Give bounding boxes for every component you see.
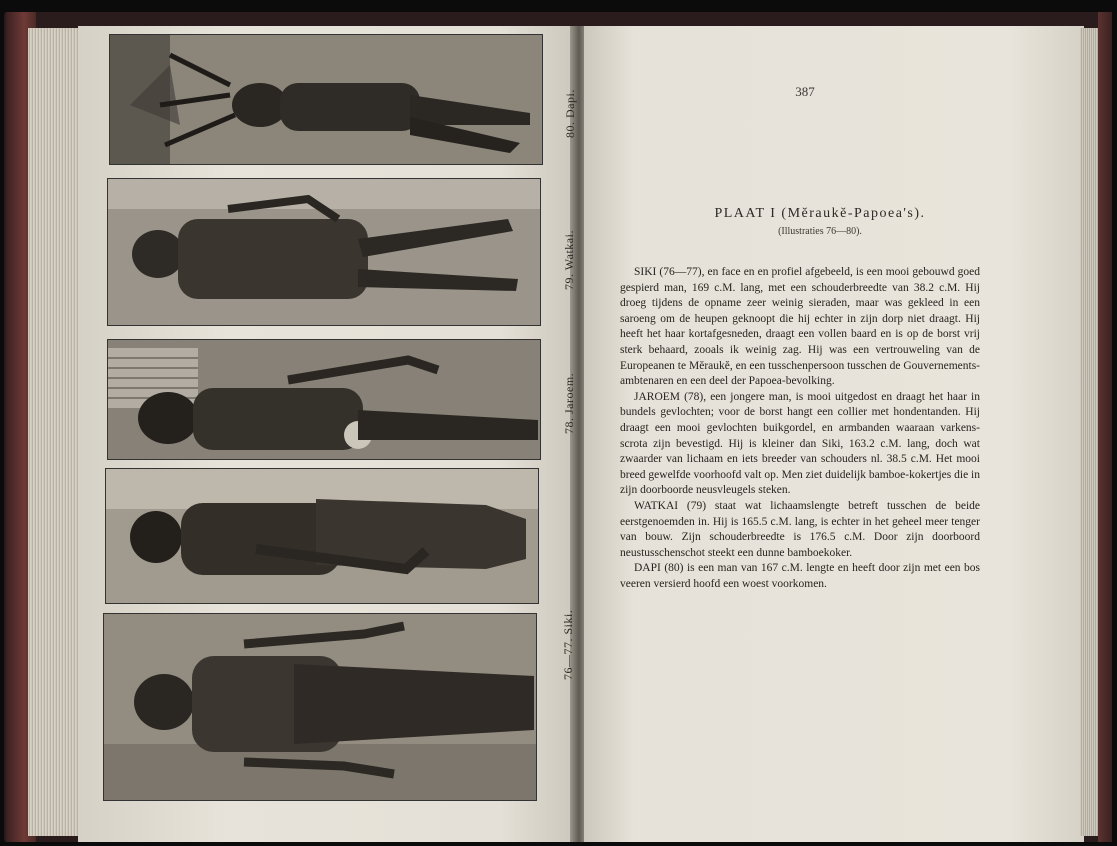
photo-dapi: [109, 34, 543, 165]
paragraph-dapi: DAPI (80) is een man van 167 c.M. lengte en heeft door zijn met een bos veeren versierd hoofd een woest voorkomen.: [620, 562, 980, 590]
book-cover-right: [1098, 12, 1112, 842]
paragraph-jaroem: JAROEM (78), een jongere man, is mooi uitgedost en draagt het haar in bundels gevlochten; voor de borst hangt een collier met hondentanden. Hij draagt een mooi gevlochten buikgordel, en armbanden waaraan varkens-scrota zijn bevestigd. Hij is kleiner dan Siki, 163.2 c.M. lang, doch wat zwaarder van lichaam en iets breeder van schouders nl. 38.5 c.M. Het mooi breed gewelfde voorhoofd valt op. Men ziet duidelijk bamboe-kokertjes die in zijn doorboorde neusvleugels steken.: [620, 390, 980, 497]
photo-siki-profile: [105, 468, 539, 604]
paragraph-watkai: WATKAI (79) staat wat lichaamslengte betreft tusschen de beide eerstgenoemden in. Hij is 165.5 c.M. lang, is echter in het geheel meer tenger van bouw. Zijn schouderbreedte is 176.5 c.M. Door zijn doorboord neustusschenschot steekt een dunne bamboekoker.: [620, 499, 980, 559]
photo-jaroem: [107, 339, 541, 460]
page-number: 387: [795, 84, 815, 99]
paragraph-siki: SIKI (76—77), en face en en profiel afgebeeld, is een mooi gebouwd goed gespierd man, 169 c.M. lang, met een schouderbreedte van 38.2 c.M. Hij droeg tijdens de opname zeer weinig sieraden, maar was gekleed in een saroeng om de heupen geknoopt die hij echter in zijn dorp niet draagt. Hij heeft het haar kortafgesneden, draagt een vollen baard en is op de borst vrij sterk behaard, zooals ik weinig zag. Hij was een vertrouweling van de Europeanen te Mĕraukĕ, en een tusschenpersoon tusschen de Gouvernements-ambtenaren en een deel der Papoea-bevolking.: [620, 266, 980, 388]
page-edges-left: [28, 28, 82, 836]
photo-watkai: [107, 178, 541, 326]
plate-subtitle: (Illustraties 76—80).: [778, 226, 862, 237]
plate-title: PLAAT I (Mĕraukĕ-Papoea's).: [714, 206, 926, 221]
photo-siki-front: [103, 613, 537, 801]
body-text: [620, 265, 980, 592]
